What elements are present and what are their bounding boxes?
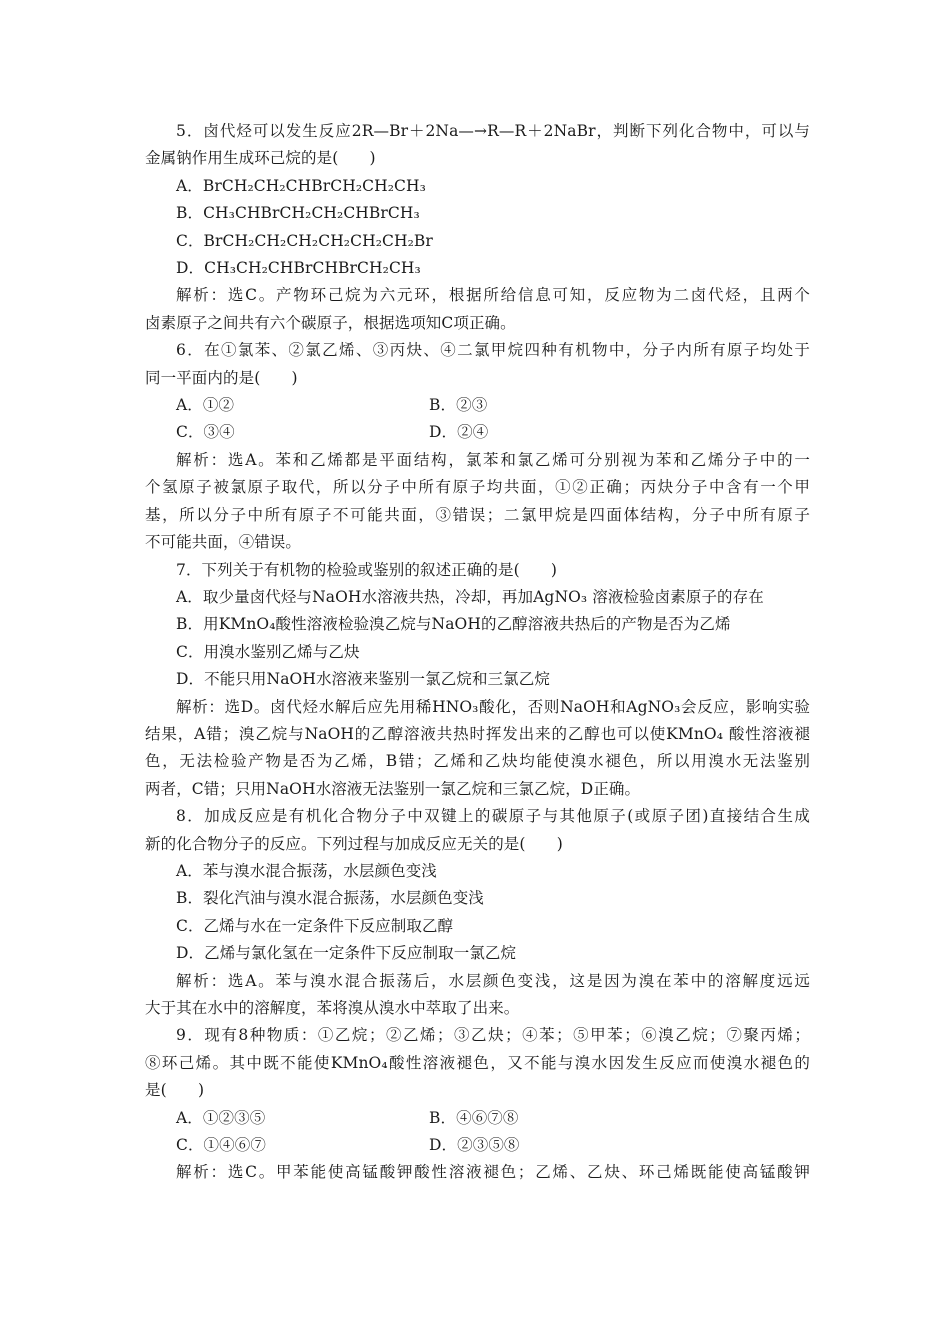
- q7-answer: 解析：选D。卤代烃水解后应先用稀HNO₃酸化，否则NaOH和AgNO₃会反应，影响实验: [176, 697, 810, 716]
- q9-stem: 9．现有8种物质：①乙烷；②乙烯；③乙炔；④苯；⑤甲苯；⑥溴乙烷；⑦聚丙烯；: [176, 1026, 810, 1045]
- q5-stem-cont: 金属钠作用生成环己烷的是( ): [145, 149, 376, 168]
- q7-answer-cont-1: 结果，A错；溴乙烷与NaOH的乙醇溶液共热时挥发出来的乙醇也可以使KMnO₄ 酸性溶液褪: [145, 724, 810, 743]
- q8-option-c: C．乙烯与水在一定条件下反应制取乙醇: [176, 916, 454, 935]
- q6-answer-cont-3: 不可能共面，④错误。: [145, 533, 302, 552]
- q9-answer: 解析：选C。甲苯能使高锰酸钾酸性溶液褪色；乙烯、乙炔、环己烯既能使高锰酸钾: [176, 1163, 810, 1182]
- q6-option-b: B．②③: [429, 396, 488, 415]
- q8-answer: 解析：选A。苯与溴水混合振荡后，水层颜色变浅，这是因为溴在苯中的溶解度远远: [176, 971, 810, 990]
- q6-answer-cont-1: 个氢原子被氯原子取代，所以分子中所有原子均共面，①②正确；丙炔分子中含有一个甲: [145, 478, 810, 497]
- q6-options-row-2: [145, 419, 810, 446]
- q9-stem-cont-1: ⑧环己烯。其中既不能使KMnO₄酸性溶液褪色，又不能与溴水因发生反应而使溴水褪色的: [145, 1053, 810, 1072]
- q5-option-a: A．BrCH₂CH₂CHBrCH₂CH₂CH₃: [176, 176, 426, 195]
- q6-option-a: A．①②: [176, 396, 235, 415]
- q5-option-c: C．BrCH₂CH₂CH₂CH₂CH₂CH₂Br: [176, 231, 433, 250]
- q5-option-d: D．CH₃CH₂CHBrCHBrCH₂CH₃: [176, 259, 421, 278]
- q5-answer-cont: 卤素原子之间共有六个碳原子，根据选项知C项正确。: [145, 313, 516, 332]
- q8-stem-cont: 新的化合物分子的反应。下列过程与加成反应无关的是( ): [145, 834, 563, 853]
- q7-option-b: B．用KMnO₄酸性溶液检验溴乙烷与NaOH的乙醇溶液共热后的产物是否为乙烯: [176, 615, 731, 634]
- q7-stem: 7．下列关于有机物的检验或鉴别的叙述正确的是( ): [176, 560, 558, 579]
- q9-option-d: D．②③⑤⑧: [429, 1136, 520, 1155]
- q8-stem: 8．加成反应是有机化合物分子中双键上的碳原子与其他原子(或原子团)直接结合生成: [176, 807, 810, 826]
- q9-option-a: A．①②③⑤: [176, 1108, 266, 1127]
- q6-stem-cont: 同一平面内的是( ): [145, 368, 298, 387]
- q5-answer: 解析：选C。产物环己烷为六元环，根据所给信息可知，反应物为二卤代烃，且两个: [176, 286, 810, 305]
- q7-answer-cont-3: 两者，C错；只用NaOH水溶液无法鉴别一氯乙烷和三氯乙烷，D正确。: [145, 779, 641, 798]
- q6-stem: 6．在①氯苯、②氯乙烯、③丙炔、④二氯甲烷四种有机物中，分子内所有原子均处于: [176, 341, 810, 360]
- q8-option-d: D．乙烯与氯化氢在一定条件下反应制取一氯乙烷: [176, 944, 517, 963]
- document-page: [145, 118, 810, 1187]
- q7-option-c: C．用溴水鉴别乙烯与乙炔: [176, 642, 360, 661]
- q6-option-c: C．③④: [176, 423, 235, 442]
- q7-answer-cont-2: 色，无法检验产物是否为乙烯，B错；乙烯和乙炔均能使溴水褪色，所以用溴水无法鉴别: [145, 752, 810, 771]
- q9-options-row-1: [145, 1105, 810, 1132]
- q5-stem: 5．卤代烃可以发生反应2R—Br＋2Na—→R—R＋2NaBr，判断下列化合物中，可以与: [176, 122, 810, 140]
- q6-answer-cont-2: 基，所以分子中所有原子不可能共面，③错误；二氯甲烷是四面体结构，分子中所有原子: [145, 505, 810, 524]
- q6-options-row-1: [145, 392, 810, 419]
- q9-option-b: B．④⑥⑦⑧: [429, 1108, 519, 1127]
- q7-option-a: A．取少量卤代烃与NaOH水溶液共热，冷却，再加AgNO₃ 溶液检验卤素原子的存在: [176, 587, 764, 606]
- q9-option-c: C．①④⑥⑦: [176, 1136, 266, 1155]
- q7-option-d: D．不能只用NaOH水溶液来鉴别一氯乙烷和三氯乙烷: [176, 670, 550, 689]
- q8-answer-cont: 大于其在水中的溶解度，苯将溴从溴水中萃取了出来。: [145, 999, 520, 1017]
- q9-options-row-2: [145, 1132, 810, 1159]
- q8-option-a: A．苯与溴水混合振荡，水层颜色变浅: [176, 861, 437, 880]
- q8-option-b: B．裂化汽油与溴水混合振荡，水层颜色变浅: [176, 889, 484, 908]
- q9-stem-cont-2: 是( ): [145, 1081, 205, 1100]
- q6-answer: 解析：选A。苯和乙烯都是平面结构，氯苯和氯乙烯可分别视为苯和乙烯分子中的一: [176, 450, 810, 469]
- q5-option-b: B．CH₃CHBrCH₂CH₂CHBrCH₃: [176, 204, 420, 223]
- q6-option-d: D．②④: [429, 423, 489, 442]
